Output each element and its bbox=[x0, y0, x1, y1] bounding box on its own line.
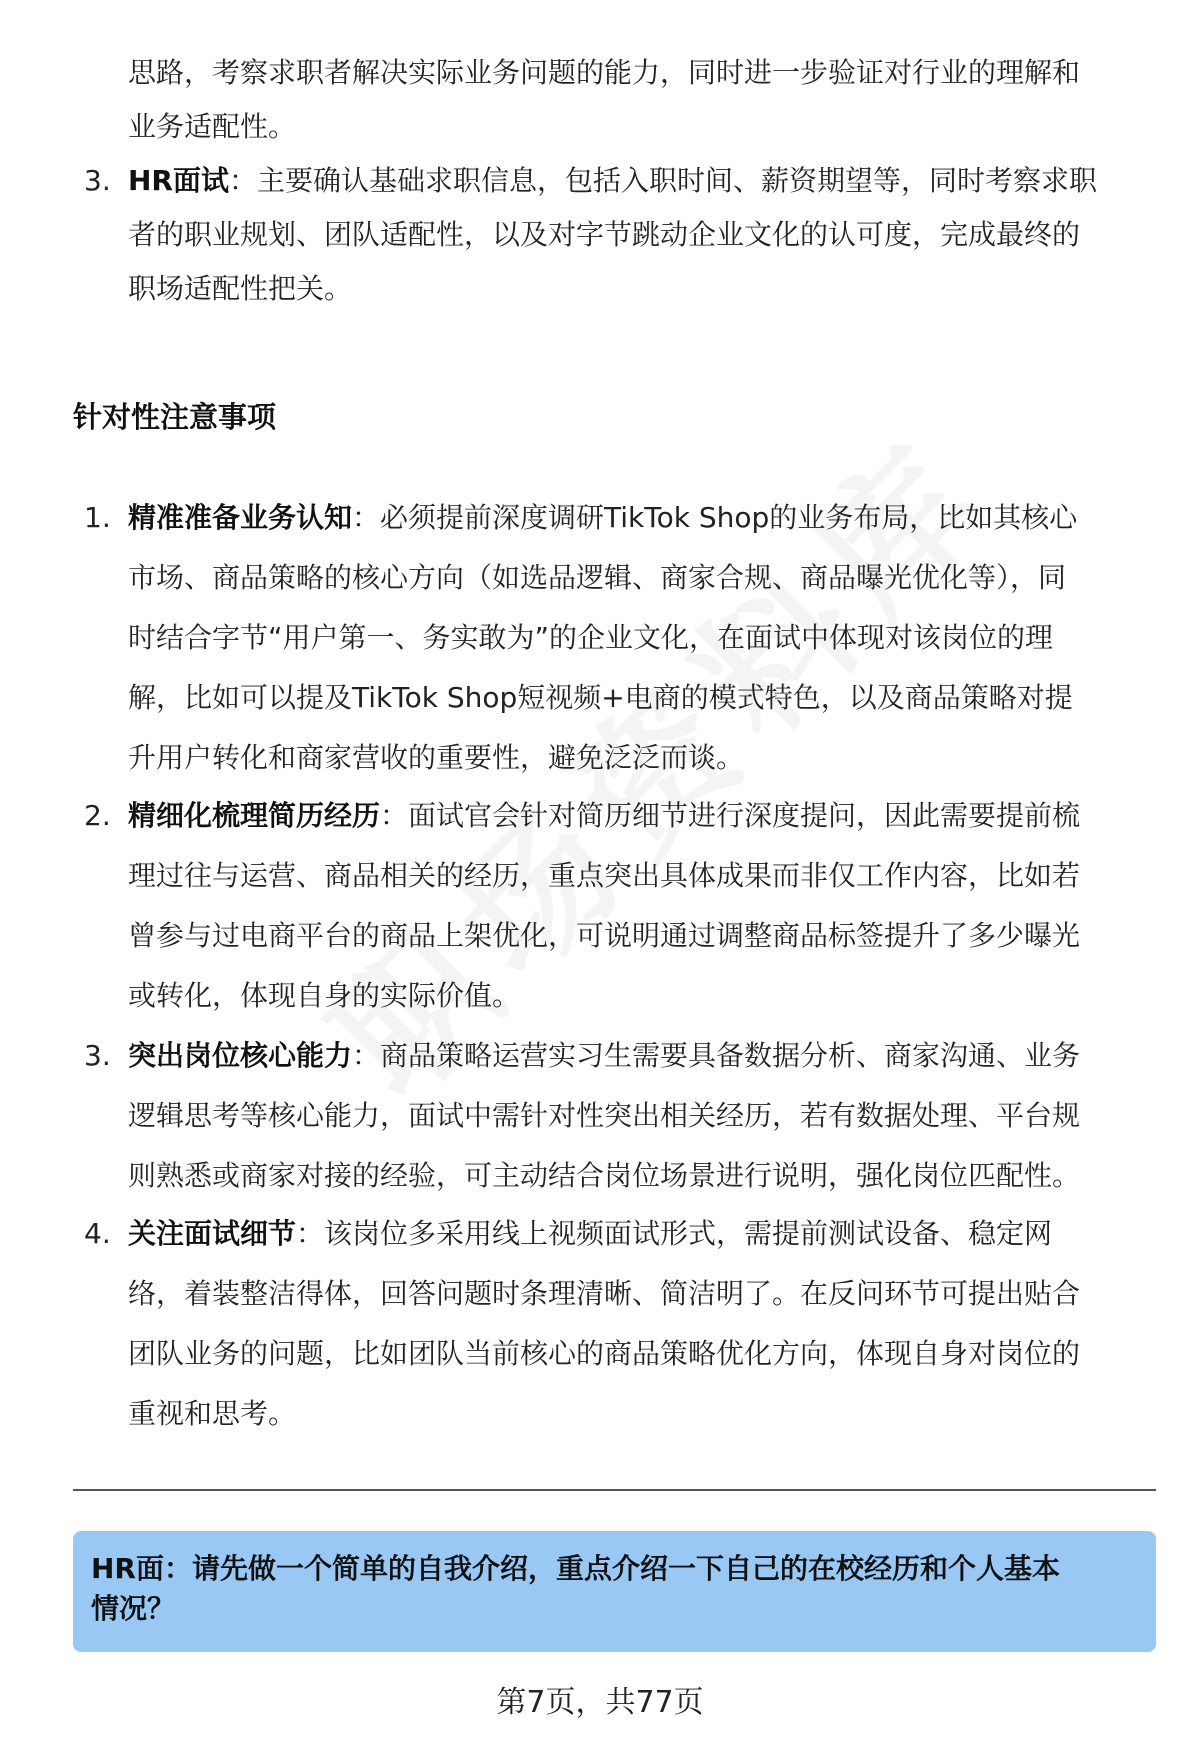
question-line-2: 情况？ bbox=[91, 1592, 176, 1625]
note-1-line-3: 时结合字节“用户第一、务实敢为”的企业文化，在面试中体现对该岗位的理 bbox=[128, 621, 1054, 654]
note-4-line-4: 重视和思考。 bbox=[128, 1397, 297, 1430]
note-2-line-3: 曾参与过电商平台的商品上架优化，可说明通过调整商品标签提升了多少曝光 bbox=[128, 919, 1081, 952]
note-1-line-4: 解，比如可以提及TikTok Shop短视频+电商的模式特色，以及商品策略对提 bbox=[128, 681, 1073, 714]
hr-item-line-2: 者的职业规划、团队适配性，以及对字节跳动企业文化的认可度，完成最终的 bbox=[128, 218, 1081, 251]
note-4-title: 关注面试细节 bbox=[128, 1217, 297, 1250]
note-4-text-1: ：该岗位多采用线上视频面试形式，需提前测试设备、稳定网 bbox=[296, 1217, 1053, 1250]
note-2-text-1: ：面试官会针对简历细节进行深度提问，因此需要提前梳 bbox=[380, 799, 1081, 832]
note-2-line-2: 理过往与运营、商品相关的经历，重点突出具体成果而非仅工作内容，比如若 bbox=[128, 859, 1081, 892]
question-line-1: HR面：请先做一个简单的自我介绍，重点介绍一下自己的在校经历和个人基本 bbox=[91, 1552, 1060, 1585]
note-3-title: 突出岗位核心能力 bbox=[128, 1039, 353, 1072]
note-3-text-1: ：商品策略运营实习生需要具备数据分析、商家沟通、业务 bbox=[352, 1039, 1081, 1072]
note-3-line-3: 则熟悉或商家对接的经验，可主动结合岗位场景进行说明，强化岗位匹配性。 bbox=[128, 1159, 1081, 1192]
intro-line-2: 业务适配性。 bbox=[128, 110, 297, 143]
note-2-line-1 bbox=[128, 796, 1160, 836]
section-heading: 针对性注意事项 bbox=[73, 400, 277, 434]
note-1-line-1 bbox=[128, 498, 1160, 538]
note-3-line-1 bbox=[128, 1036, 1160, 1076]
hr-item-number: 3. bbox=[84, 164, 111, 197]
note-2-line-4: 或转化，体现自身的实际价值。 bbox=[128, 979, 521, 1012]
section-divider bbox=[73, 1489, 1156, 1491]
note-2-number: 2. bbox=[84, 799, 111, 832]
question-box bbox=[73, 1531, 1156, 1652]
note-1-line-2: 市场、商品策略的核心方向（如选品逻辑、商家合规、商品曝光优化等），同 bbox=[128, 561, 1067, 594]
hr-item-title: HR面试 bbox=[128, 164, 229, 197]
note-1-number: 1. bbox=[84, 501, 111, 534]
note-2-title: 精细化梳理简历经历 bbox=[128, 799, 381, 832]
page-number: 第7页，共77页 bbox=[496, 1685, 704, 1720]
hr-item-line-3: 职场适配性把关。 bbox=[128, 272, 353, 305]
note-3-line-2: 逻辑思考等核心能力，面试中需针对性突出相关经历，若有数据处理、平台规 bbox=[128, 1099, 1081, 1132]
note-1-text-1: ：必须提前深度调研TikTok Shop的业务布局，比如其核心 bbox=[352, 501, 1078, 534]
intro-line-1: 思路，考察求职者解决实际业务问题的能力，同时进一步验证对行业的理解和 bbox=[128, 56, 1081, 89]
note-1-title: 精准准备业务认知 bbox=[128, 501, 353, 534]
note-4-line-1 bbox=[128, 1214, 1160, 1254]
hr-item-text-1: ：主要确认基础求职信息，包括入职时间、薪资期望等，同时考察求职 bbox=[229, 164, 1098, 197]
note-4-line-2: 络，着装整洁得体，回答问题时条理清晰、简洁明了。在反问环节可提出贴合 bbox=[128, 1277, 1081, 1310]
note-1-line-5: 升用户转化和商家营收的重要性，避免泛泛而谈。 bbox=[128, 741, 745, 774]
hr-item-line-1 bbox=[128, 161, 1160, 201]
note-4-number: 4. bbox=[84, 1217, 111, 1250]
note-3-number: 3. bbox=[84, 1039, 111, 1072]
note-4-line-3: 团队业务的问题，比如团队当前核心的商品策略优化方向，体现自身对岗位的 bbox=[128, 1337, 1081, 1370]
